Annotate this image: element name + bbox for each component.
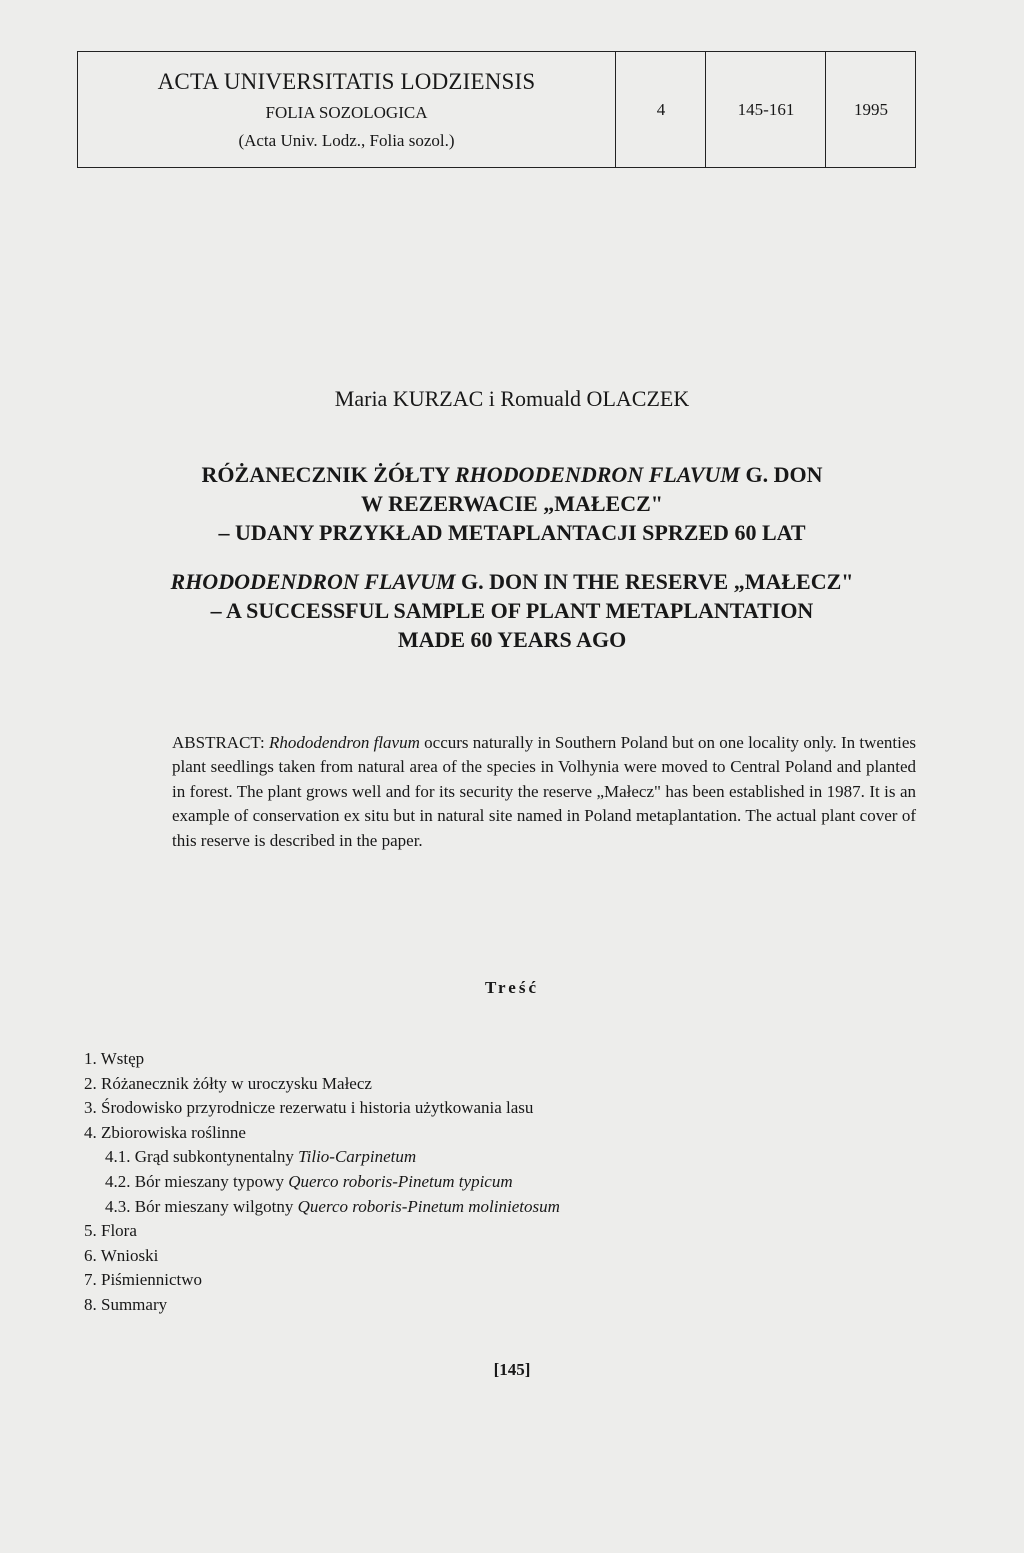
toc-heading: Treść	[484, 978, 540, 997]
toc-item-number: 1.	[84, 1049, 97, 1068]
toc-item-text: Grąd subkontynentalny	[134, 1147, 299, 1167]
title-en-line-2: – A SUCCESSFUL SAMPLE OF PLANT METAPLANTATION	[210, 598, 814, 623]
toc-item	[84, 1170, 560, 1195]
toc-item	[84, 1096, 560, 1121]
toc-item	[84, 1047, 560, 1072]
title-pl-line-3: – UDANY PRZYKŁAD METAPLANTACJI SPRZED 60 LAT	[218, 520, 806, 545]
toc-item-text: Summary	[101, 1294, 168, 1314]
series-name: FOLIA SOZOLOGICA	[265, 102, 428, 122]
volume-cell	[615, 52, 706, 167]
title-english	[0, 567, 1024, 654]
toc-item-taxon: Tilio-Carpinetum	[298, 1147, 417, 1167]
title-polish	[0, 460, 1024, 547]
toc-item-text: Wnioski	[100, 1245, 159, 1265]
toc-item	[84, 1195, 560, 1220]
toc-item-number: 4.1.	[105, 1147, 131, 1167]
page-range: 145-161	[737, 99, 795, 119]
toc-item-text: Bór mieszany wilgotny	[134, 1196, 298, 1216]
journal-name: ACTA UNIVERSITATIS LODZIENSIS	[157, 68, 536, 94]
abstract-text: occurs naturally in Southern Poland but on one locality only. In twenties plant seedlings taken from natural area of the species in Volhynia were moved to Central Poland and planted in forest. The plant grows well and for its security the reserve „Małecz" has been established in 1987. It is an example of conservation ex situ but in natural site named in Poland metaplantation. The actual plant cover of this reserve is described in the paper.	[172, 733, 917, 850]
toc-item	[84, 1293, 560, 1318]
toc-item-text: Flora	[101, 1221, 137, 1241]
title-en-text: G. DON IN THE RESERVE „MAŁECZ"	[455, 569, 854, 594]
table-of-contents	[84, 1047, 560, 1318]
toc-item-number: 7.	[84, 1270, 97, 1290]
abstract-species: Rhododendron flavum	[268, 733, 420, 752]
toc-item-text: Piśmiennictwo	[101, 1270, 203, 1290]
authors: Maria KURZAC i Romuald OLACZEK	[334, 386, 690, 411]
toc-item	[84, 1121, 560, 1146]
toc-item-number: 4.	[84, 1122, 97, 1142]
toc-item-number: 4.3.	[105, 1196, 131, 1216]
year-cell	[825, 52, 916, 167]
publication-year: 1995	[854, 99, 888, 119]
toc-item-taxon: Querco roboris-Pinetum molinietosum	[297, 1196, 560, 1216]
journal-header-table	[77, 51, 916, 168]
abstract-label: ABSTRACT:	[172, 733, 269, 752]
title-pl-text: RÓŻANECZNIK ŻÓŁTY	[201, 462, 455, 487]
toc-item-text: Środowisko przyrodnicze rezerwatu i historia użytkowania lasu	[101, 1098, 534, 1118]
page-number: [145]	[493, 1360, 531, 1379]
title-pl-line-2: W REZERWACIE „MAŁECZ"	[361, 491, 663, 516]
title-en-line-1	[0, 567, 1024, 596]
toc-item-number: 5.	[84, 1221, 97, 1241]
toc-item-text: Wstęp	[100, 1049, 145, 1068]
toc-item-number: 2.	[84, 1073, 97, 1093]
toc-item-text: Bór mieszany typowy	[134, 1171, 289, 1191]
toc-item-text: Różanecznik żółty w uroczysku Małecz	[101, 1073, 372, 1093]
toc-item-number: 8.	[84, 1294, 97, 1314]
toc-item	[84, 1072, 560, 1097]
journal-abbreviation: (Acta Univ. Lodz., Folia sozol.)	[238, 130, 455, 150]
toc-item	[84, 1244, 560, 1269]
toc-item-number: 6.	[84, 1245, 97, 1265]
abstract	[172, 731, 916, 853]
volume-number: 4	[656, 99, 666, 119]
title-pl-authority: G. DON	[739, 462, 823, 487]
title-en-line-3: MADE 60 YEARS AGO	[397, 627, 627, 652]
title-en-species: RHODODENDRON FLAVUM	[170, 569, 456, 594]
toc-item-text: Zbiorowiska roślinne	[101, 1122, 246, 1142]
toc-item	[84, 1268, 560, 1293]
title-pl-species: RHODODENDRON FLAVUM	[454, 462, 740, 487]
toc-item-taxon: Querco roboris-Pinetum typicum	[288, 1171, 513, 1191]
pages-cell	[705, 52, 826, 167]
toc-item	[84, 1219, 560, 1244]
toc-item-number: 4.2.	[105, 1171, 131, 1191]
toc-item-number: 3.	[84, 1098, 97, 1118]
title-pl-line-1	[0, 460, 1024, 489]
journal-cell	[78, 52, 615, 167]
toc-item	[84, 1145, 560, 1170]
